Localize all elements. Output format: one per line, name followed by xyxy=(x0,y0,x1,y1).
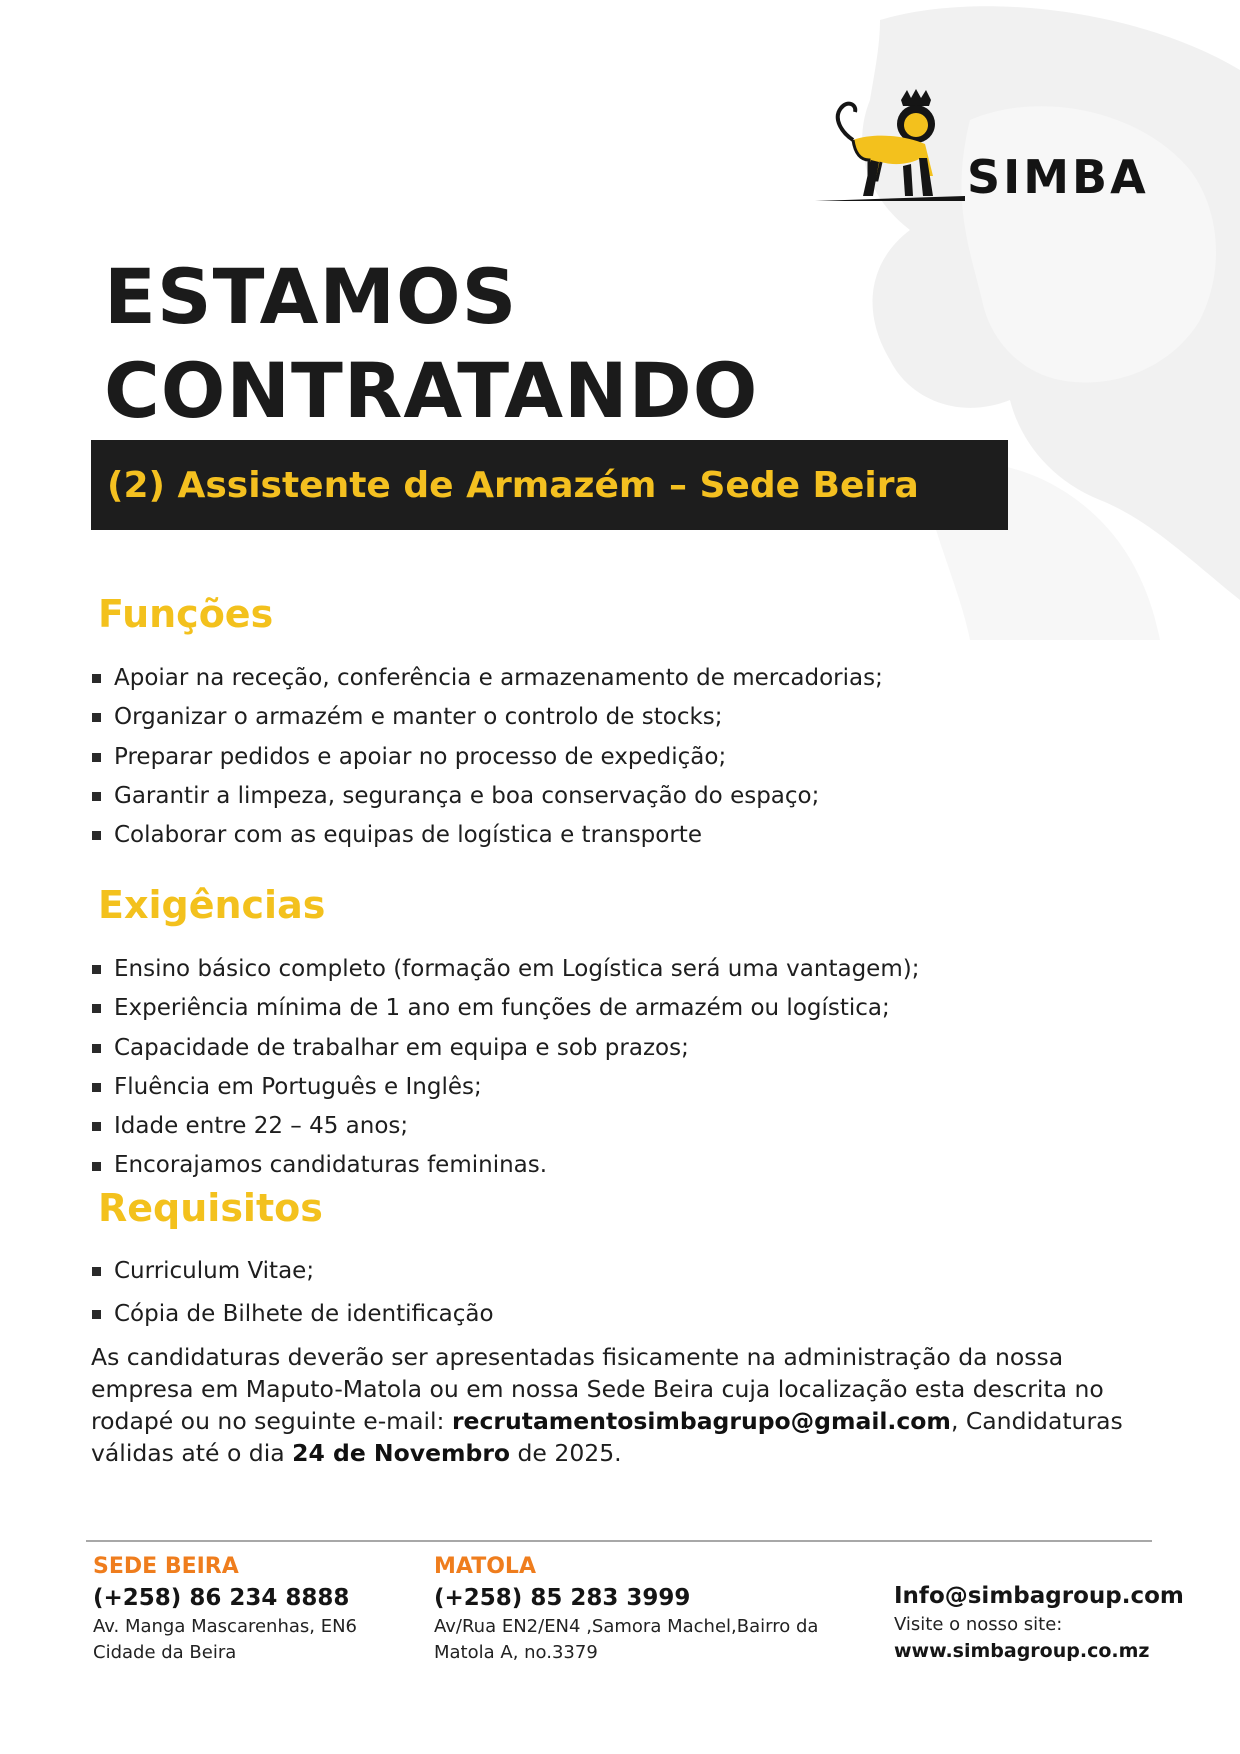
list-item: Encorajamos candidaturas femininas. xyxy=(92,1146,919,1185)
application-note: As candidaturas deverão ser apresentadas fisicamente na administração da nossa empresa em Maputo-Matola ou em nossa Sede Beira cuja localização esta descrita no rodapé ou no seguinte e-mail: recrutamentosimbagrupo@gmail.com, Candidaturas válidas até o dia 24 de Novembro de 2025. xyxy=(91,1343,1123,1467)
funcoes-list xyxy=(92,659,883,855)
footer-contact xyxy=(894,1580,1184,1664)
list-item: Apoiar na receção, conferência e armazenamento de mercadorias; xyxy=(92,659,883,698)
list-item: Idade entre 22 – 45 anos; xyxy=(92,1107,919,1146)
requisitos-list xyxy=(92,1250,494,1336)
bullet-square-icon xyxy=(92,753,101,762)
list-item: Fluência em Português e Inglês; xyxy=(92,1068,919,1107)
bullet-square-icon xyxy=(92,713,101,722)
bullet-square-icon xyxy=(92,1044,101,1053)
list-item: Ensino básico completo (formação em Logística será uma vantagem); xyxy=(92,950,919,989)
list-item: Cópia de Bilhete de identificação xyxy=(92,1293,494,1336)
application-email: recrutamentosimbagrupo@gmail.com xyxy=(451,1407,951,1435)
footer-label: MATOLA xyxy=(434,1554,536,1579)
footer-sede-beira xyxy=(93,1552,357,1666)
bullet-square-icon xyxy=(92,1122,101,1131)
list-item: Capacidade de trabalhar em equipa e sob prazos; xyxy=(92,1029,919,1068)
footer-matola xyxy=(434,1552,818,1666)
footer-email: Info@simbagroup.com xyxy=(894,1583,1184,1609)
bullet-square-icon xyxy=(92,831,101,840)
footer-address-line: Av. Manga Mascarenhas, EN6 xyxy=(93,1616,358,1637)
footer-phone: (+258) 85 283 3999 xyxy=(434,1585,691,1611)
footer-phone: (+258) 86 234 8888 xyxy=(93,1585,350,1611)
bullet-square-icon xyxy=(92,1267,101,1276)
footer-address-line: Matola A, no.3379 xyxy=(434,1642,598,1663)
footer-address-line: Cidade da Beira xyxy=(93,1642,237,1663)
bullet-square-icon xyxy=(92,792,101,801)
footer-label: SEDE BEIRA xyxy=(93,1554,239,1579)
page-title xyxy=(104,250,758,438)
footer-website: www.simbagroup.co.mz xyxy=(894,1640,1150,1662)
job-title: (2) Assistente de Armazém – Sede Beira xyxy=(107,464,919,506)
footer-divider xyxy=(86,1540,1152,1542)
exigencias-list xyxy=(92,950,919,1186)
headline-line-2: CONTRATANDO xyxy=(104,346,759,435)
bullet-square-icon xyxy=(92,1083,101,1092)
lion-icon xyxy=(815,88,965,206)
list-item: Curriculum Vitae; xyxy=(92,1250,494,1293)
bullet-square-icon xyxy=(92,1162,101,1171)
list-item: Garantir a limpeza, segurança e boa conservação do espaço; xyxy=(92,777,883,816)
simba-logo xyxy=(815,88,1155,206)
list-item: Experiência mínima de 1 ano em funções de armazém ou logística; xyxy=(92,989,919,1028)
section-title-requisitos: Requisitos xyxy=(98,1186,323,1230)
bullet-square-icon xyxy=(92,1310,101,1319)
list-item: Organizar o armazém e manter o controlo de stocks; xyxy=(92,698,883,737)
footer-address-line: Av/Rua EN2/EN4 ,Samora Machel,Bairro da xyxy=(434,1616,819,1637)
deadline-date: 24 de Novembro xyxy=(292,1439,511,1467)
job-title-bar xyxy=(91,440,1008,530)
footer-visit-label: Visite o nosso site: xyxy=(894,1614,1063,1635)
bullet-square-icon xyxy=(92,1004,101,1013)
section-title-funcoes: Funções xyxy=(98,592,274,636)
list-item: Preparar pedidos e apoiar no processo de expedição; xyxy=(92,738,883,777)
bullet-square-icon xyxy=(92,965,101,974)
bullet-square-icon xyxy=(92,674,101,683)
logo-text: SIMBA xyxy=(967,150,1149,204)
list-item: Colaborar com as equipas de logística e transporte xyxy=(92,816,883,855)
section-title-exigencias: Exigências xyxy=(98,883,326,927)
headline-line-1: ESTAMOS xyxy=(104,252,518,341)
